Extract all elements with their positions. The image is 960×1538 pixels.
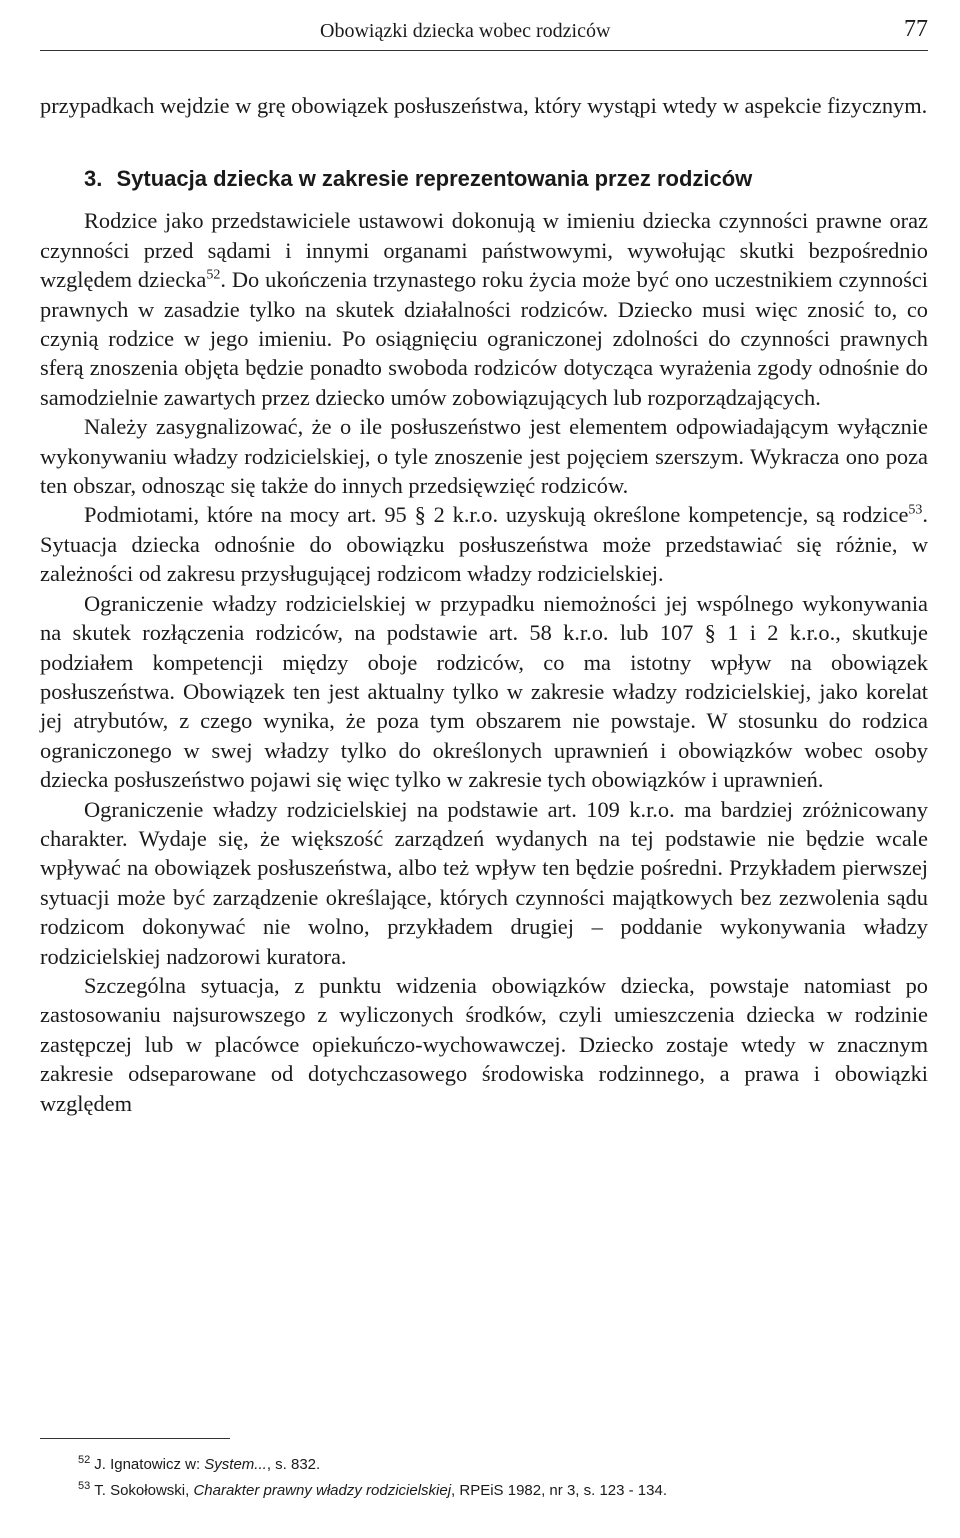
paragraph-6: Szczególna sytuacja, z punktu widzenia obowiązków dziecka, powstaje natomiast po zastosowaniu najsurowszego z wyliczonych środków, czyli umieszczenia dziecka w rodzinie zastępczej lub w placówce opiekuńczo-wychowawczej. Dziecko zostaje wtedy w znacznym zakresie odseparowane od dotychczasowego środowiska rodzinnego, a prawa i obowiązki względem bbox=[40, 972, 928, 1116]
page bbox=[40, 14, 928, 1118]
running-title: Obowiązki dziecka wobec rodziców bbox=[320, 20, 611, 42]
paragraph-3-text-cont: . Sytuacja dziecka odnośnie do obowiązku posłuszeństwa może przedstawiać się różnie, w zależności od zakresu przysługującej rodzicom władzy rodzicielskiej. bbox=[40, 502, 928, 587]
footnote-number: 53 bbox=[78, 1480, 91, 1492]
section-number: 3. bbox=[84, 166, 103, 192]
section-body bbox=[40, 206, 928, 1118]
footnote-divider bbox=[40, 1438, 230, 1439]
running-header bbox=[40, 14, 928, 51]
section-title: Sytuacja dziecka w zakresie reprezentowania przez rodziców bbox=[116, 166, 753, 192]
section-heading bbox=[40, 164, 928, 194]
footnote-ref-52[interactable]: 52 bbox=[206, 267, 221, 283]
paragraph-1 bbox=[40, 206, 928, 412]
intro-block bbox=[40, 91, 928, 120]
page-number: 77 bbox=[904, 16, 928, 42]
paragraph-2: Należy zasygnalizować, że o ile posłuszeństwo jest elementem odpowiadającym wyłącznie wykonywaniu władzy rodzicielskiej, o tyle znoszenie jest pojęciem szerszym. Wykracza ono poza ten obszar, odnosząc się także do innych przedsięwzięć rodziców. bbox=[40, 414, 928, 499]
paragraph-4: Ograniczenie władzy rodzicielskiej w przypadku niemożności jej wspólnego wykonywania na skutek rozłączenia rodziców, na podstawie art. 58 k.r.o. lub 107 § 1 i 2 k.r.o., skutkuje podziałem kompetencji między oboje rodziców, co ma istotny wpływ na obowiązek posłuszeństwa. Obowiązek ten jest aktualny tylko w zakresie władzy rodzicielskiej, jako korelat jej atrybutów, z czego wynika, że poza tym obszarem nie powstaje. W stosunku do rodzica ograniczonego w swej władzy tylko do określonych uprawnień i obowiązków wobec osoby dziecka posłuszeństwo pojawi się więc tylko w zakresie tych obowiązków i uprawnień. bbox=[40, 590, 928, 793]
footnote-ref-53[interactable]: 53 bbox=[908, 503, 923, 518]
paragraph-1-text: Rodzice jako przedstawiciele ustawowi dokonują w imieniu dziecka czynności prawne oraz czynności przed sądami i innymi organami państwowymi, wywołując skutki bezpośrednio względem dziecka bbox=[40, 208, 928, 293]
paragraph-3-text: Podmiotami, które na mocy art. 95 § 2 k.r.o. uzyskują określone kompetencje, są rodzice bbox=[84, 502, 909, 528]
footnotes bbox=[78, 1452, 938, 1504]
footnote-title: System... bbox=[204, 1456, 267, 1473]
footnote-author: J. Ignatowicz w: bbox=[94, 1456, 205, 1473]
footnote-title: Charakter prawny władzy rodzicielskiej bbox=[193, 1482, 452, 1499]
footnote-rest: , s. 832. bbox=[266, 1456, 321, 1473]
paragraph-1-text-cont: . Do ukończenia trzynastego roku życia może być ono uczestnikiem czynności prawnych w zasadzie tylko na skutek działalności rodziców. Dziecko musi więc znosić to, co czynią rodzice w jego imieniu. Po osiągnięciu ograniczonej zdolności do czynności prawnych sferą znoszenia objęta będzie ponadto swoboda rodziców dotycząca wyrażenia zgody odnośnie do samodzielnie zawartych przez dziecko umów zobowiązujących lub rozporządzających. bbox=[40, 267, 928, 410]
paragraph-3 bbox=[40, 500, 928, 588]
footnote-number: 52 bbox=[78, 1454, 91, 1466]
paragraph-5: Ograniczenie władzy rodzicielskiej na podstawie art. 109 k.r.o. ma bardziej zróżnicowany charakter. Wydaje się, że większość zarządzeń wydanych na tej podstawie nie będzie wcale wpływać na obowiązek posłuszeństwa, albo też wpływ ten będzie pośredni. Przykładem pierwszej sytuacji może być zarządzenie określające, których czynności majątkowych bez zezwolenia sądu rodzicom dokonywać nie wolno, przykładem drugiej – poddanie wykonywania władzy rodzicielskiej nadzorowi kuratora. bbox=[40, 796, 928, 969]
footnote-53 bbox=[78, 1478, 938, 1504]
footnote-author: T. Sokołowski, bbox=[94, 1482, 194, 1499]
footnote-rest: , RPEiS 1982, nr 3, s. 123 - 134. bbox=[451, 1482, 668, 1499]
intro-paragraph: przypadkach wejdzie w grę obowiązek posłuszeństwa, który wystąpi wtedy w aspekcie fizycznym. bbox=[40, 93, 928, 118]
footnote-52 bbox=[78, 1452, 938, 1478]
